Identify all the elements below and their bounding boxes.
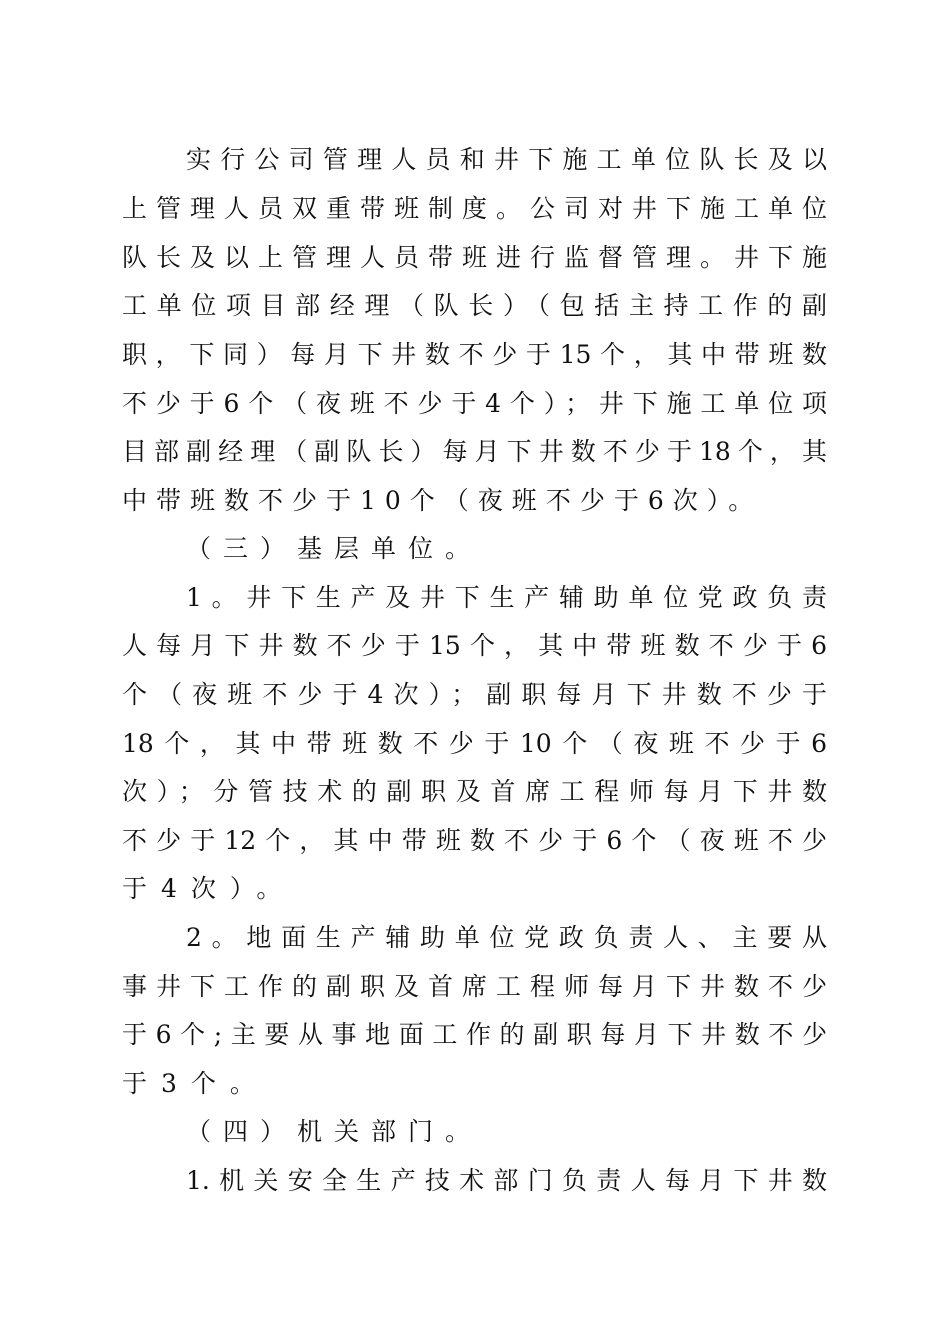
text-line: 人每月下井数不少于15个，其中带班数不少于6	[122, 631, 827, 660]
text-line: 中带班数不少于10个（夜班不少于6次）。	[122, 486, 763, 515]
text-line: 事井下工作的副职及首席工程师每月下井数不少	[122, 972, 827, 1001]
text-line: 队长及以上管理人员带班进行监督管理。井下施	[122, 243, 827, 272]
text-line: 于6个;主要从事地面工作的副职每月下井数不少	[122, 1020, 827, 1049]
text-line: 1。井下生产及井下生产辅助单位党政负责	[186, 583, 827, 612]
text-line: 不少于6个（夜班不少于4个）；井下施工单位项	[122, 389, 827, 418]
text-line: 2。地面生产辅助单位党政负责人、主要从	[186, 923, 827, 952]
text-line: 于3个。	[122, 1069, 269, 1098]
text-line: 工单位项目部经理（队长）（包括主持工作的副	[122, 291, 827, 320]
text-line: 次）；分管技术的副职及首席工程师每月下井数	[122, 777, 827, 806]
text-line: 于4次）。	[122, 874, 296, 903]
text-line: 职，下同）每月下井数不少于15个，其中带班数	[122, 340, 827, 369]
section-heading: （四）机关部门。	[186, 1117, 483, 1146]
text-line: 目部副经理（副队长）每月下井数不少于18个，其	[122, 437, 827, 466]
text-line: 实行公司管理人员和井下施工单位队长及以	[186, 145, 827, 174]
section-heading: （三）基层单位。	[186, 534, 483, 563]
text-line: 18个，其中带班数不少于10个（夜班不少于6	[122, 729, 827, 758]
text-line: 不少于12个，其中带班数不少于6个（夜班不少	[122, 826, 827, 855]
text-line: 上管理人员双重带班制度。公司对井下施工单位	[122, 194, 827, 223]
text-line: 1.机关安全生产技术部门负责人每月下井数	[186, 1166, 827, 1195]
text-line: 个（夜班不少于4次）；副职每月下井数不少于	[122, 680, 827, 709]
